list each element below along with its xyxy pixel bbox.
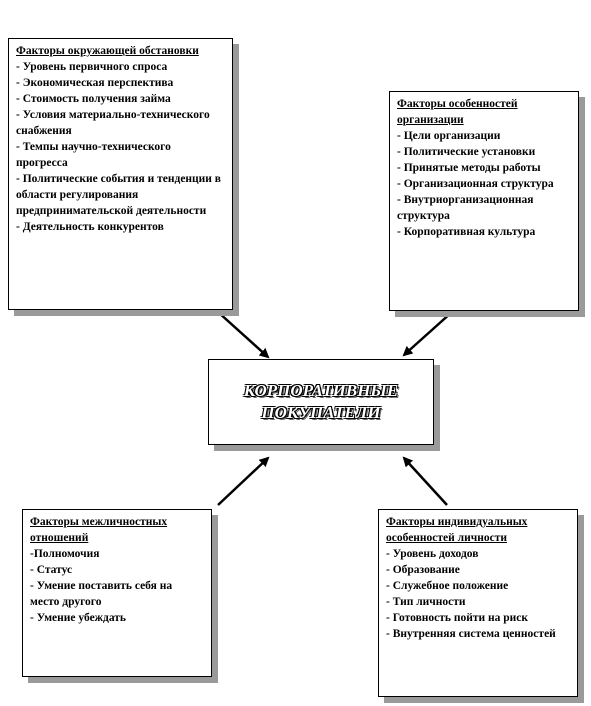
interpersonal-factors-title: Факторы межличностных отношений	[30, 516, 168, 544]
personal-factors-box	[378, 509, 578, 697]
list-item: - Стоимость получения займа	[16, 93, 171, 105]
list-item: - Политические установки	[397, 146, 536, 158]
list-item: - Корпоративная культура	[397, 226, 536, 238]
corporate-buyers-box	[208, 359, 434, 445]
list-item: - Экономическая перспектива	[16, 77, 174, 89]
list-item: - Деятельность конкурентов	[16, 221, 164, 233]
list-item: - Организационная структура	[397, 178, 554, 190]
arrow-org-to-center	[404, 312, 452, 355]
list-item: - Умение убеждать	[30, 612, 127, 624]
center-title-line-1: КОРПОРАТИВНЫЕ	[243, 381, 399, 400]
organization-factors-title: Факторы особенностей организации	[397, 98, 518, 126]
center-title-line-2: ПОКУПАТЕЛИ	[261, 403, 381, 422]
personal-factors-title: Факторы индивидуальных особенностей личности	[386, 516, 528, 544]
list-item: - Темпы научно-технического прогресса	[16, 141, 171, 169]
organization-factors-box	[389, 91, 579, 311]
arrow-env-to-center	[218, 312, 268, 357]
list-item: - Уровень первичного спроса	[16, 61, 168, 73]
list-item: - Условия материально-технического снабжения	[16, 109, 210, 137]
list-item: - Принятые методы работы	[397, 162, 541, 174]
list-item: - Статус	[30, 564, 73, 576]
list-item: - Внутренняя система ценностей	[386, 628, 556, 640]
list-item: - Цели организации	[397, 130, 501, 142]
environment-factors-title: Факторы окружающей обстановки	[16, 45, 199, 57]
list-item: - Умение поставить себя на место другого	[30, 580, 173, 608]
list-item: - Уровень доходов	[386, 548, 479, 560]
arrow-inter-to-center	[218, 458, 268, 505]
arrow-pers-to-center	[404, 458, 447, 505]
list-item: - Политические события и тенденции в области регулирования предпринимательской деятельности	[16, 173, 222, 217]
list-item: - Внутриорганизационная структура	[397, 194, 534, 222]
list-item: - Готовность пойти на риск	[386, 612, 529, 624]
list-item: -Полномочия	[30, 548, 100, 560]
list-item: - Тип личности	[386, 596, 466, 608]
list-item: - Служебное положение	[386, 580, 509, 592]
list-item: - Образование	[386, 564, 460, 576]
environment-factors-box	[8, 38, 233, 310]
interpersonal-factors-box	[22, 509, 212, 677]
